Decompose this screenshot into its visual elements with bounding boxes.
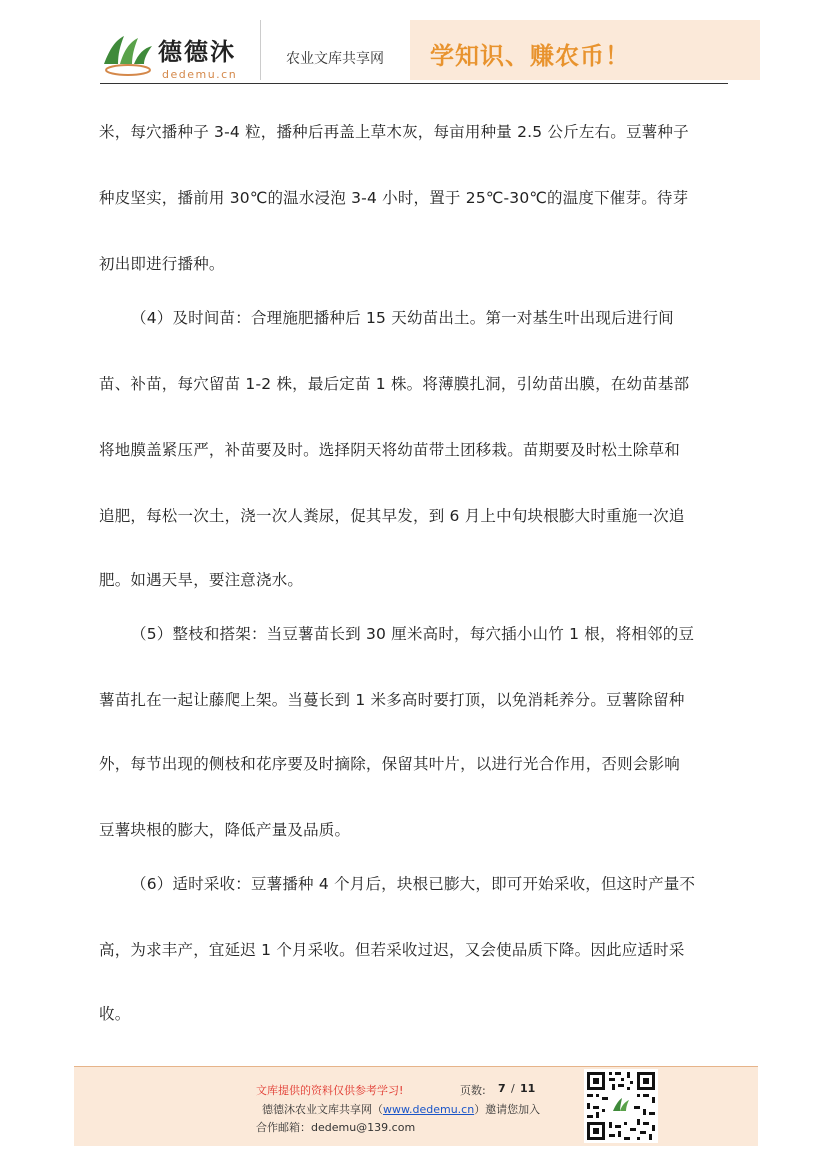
footer-site-link[interactable]: www.dedemu.cn [383,1103,475,1116]
footer-rule [74,1066,758,1067]
logo-icon [100,34,156,78]
page-header [100,16,760,86]
paragraph-line: 肥。如遇天旱，要注意浇水。 [99,571,304,589]
slogan-text: 学知识、赚农币！ [430,41,630,70]
footer-contact-email: 合作邮箱：dedemu@139.com [256,1121,416,1134]
page-current: 7 [498,1082,506,1095]
site-logo[interactable] [100,30,260,90]
paragraph-line: 外，每节出现的侧枝和花序要及时摘除，保留其叶片，以进行光合作用，否则会影响 [99,755,680,773]
footer-invite [262,1101,540,1117]
paragraph-line: 苗、补苗，每穴留苗 1-2 株，最后定苗 1 株。将薄膜扎洞，引幼苗出膜，在幼苗基部 [99,375,690,393]
paragraph-line: 初出即进行播种。 [99,255,225,273]
paragraph-line: （5）整枝和搭架：当豆薯苗长到 30 厘米高时，每穴插小山竹 1 根，将相邻的豆 [131,625,695,643]
header-rule [100,83,728,84]
page-count-label: 页数: [460,1084,486,1097]
logo-name: 德德沐 [158,37,236,66]
paragraph-line: 薯苗扎在一起让藤爬上架。当蔓长到 1 米多高时要打顶，以免消耗养分。豆薯除留种 [99,691,685,709]
paragraph-line: 高，为求丰产，宜延迟 1 个月采收。但若采收过迟，又会使品质下降。因此应适时采 [99,941,685,959]
paragraph-line: （4）及时间苗：合理施肥播种后 15 天幼苗出土。第一对基生叶出现后进行间 [131,309,674,327]
footer-invite-suffix: ）邀请您加入 [474,1103,541,1116]
paragraph-line: 收。 [99,1005,131,1023]
paragraph-line: 豆薯块根的膨大，降低产量及品质。 [99,821,351,839]
page-total: 11 [520,1082,536,1095]
logo-url: dedemu.cn [162,68,238,81]
site-name: 农业文库共享网 [286,51,384,67]
paragraph-line: 种皮坚实，播前用 30℃的温水浸泡 3-4 小时，置于 25℃-30℃的温度下催芽。待芽 [99,189,689,207]
paragraph-line: （6）适时采收：豆薯播种 4 个月后，块根已膨大，即可开始采收，但这时产量不 [131,875,696,893]
paragraph-line: 米，每穴播种子 3-4 粒，播种后再盖上草木灰，每亩用种量 2.5 公斤左右。豆薯种子 [99,123,689,141]
footer-disclaimer: 文库提供的资料仅供参考学习! [256,1084,404,1097]
qr-code-icon [584,1069,658,1143]
paragraph-line: 将地膜盖紧压严，补苗要及时。选择阴天将幼苗带土团移栽。苗期要及时松土除草和 [99,441,680,459]
page-footer [74,1066,758,1146]
footer-invite-prefix: 德德沐农业文库共享网（ [262,1103,383,1116]
paragraph-line: 追肥，每松一次土，浇一次人粪尿，促其早发，到 6 月上中旬块根膨大时重施一次追 [99,507,685,525]
page-separator: / [511,1082,515,1095]
header-divider [260,20,261,80]
